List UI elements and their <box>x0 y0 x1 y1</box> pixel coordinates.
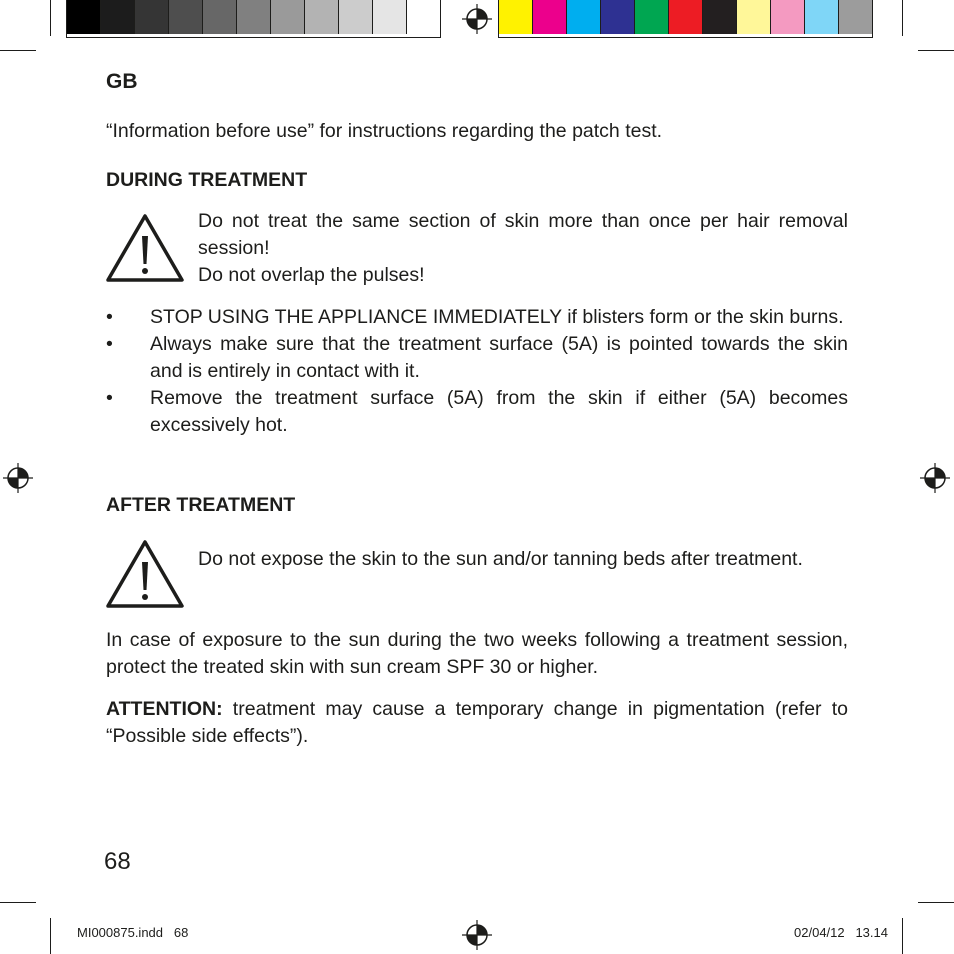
color-swatch <box>635 0 669 34</box>
color-swatch <box>305 0 339 34</box>
intro-text: “Information before use” for instructions regarding the patch test. <box>106 120 663 142</box>
color-swatch <box>703 0 737 34</box>
after-paragraph: In case of exposure to the sun during the two weeks following a treatment session, protect the treated skin with sun cream SPF 30 or higher. <box>106 629 848 678</box>
attention-label: ATTENTION: <box>106 698 223 720</box>
crop-mark <box>50 0 51 36</box>
color-swatch <box>601 0 635 34</box>
bullet-glyph: • <box>106 333 113 355</box>
color-swatch <box>237 0 271 34</box>
color-swatch <box>499 0 533 34</box>
list-item <box>106 304 848 331</box>
color-swatch <box>373 0 407 34</box>
bullet-glyph: • <box>106 306 113 328</box>
color-swatch <box>567 0 601 34</box>
warning-triangle-icon <box>104 538 186 610</box>
attention-text: treatment may cause a temporary change in pigmentation (refer to “Possible side effects”). <box>106 698 848 747</box>
color-swatch <box>737 0 771 34</box>
crop-mark <box>0 902 36 903</box>
color-swatch <box>805 0 839 34</box>
color-swatch <box>339 0 373 34</box>
color-swatch <box>67 0 101 34</box>
color-swatch <box>135 0 169 34</box>
crop-mark <box>0 50 36 51</box>
crop-mark <box>902 0 903 36</box>
crop-mark <box>902 918 903 954</box>
registration-mark-icon <box>462 920 492 950</box>
color-swatch <box>669 0 703 34</box>
slug-datetime: 02/04/12 13.14 <box>794 925 888 940</box>
page-number: 68 <box>104 848 131 875</box>
color-swatch <box>771 0 805 34</box>
registration-mark-icon <box>462 4 492 34</box>
language-code: GB <box>106 70 138 93</box>
list-item-text: Remove the treatment surface (5A) from the skin if either (5A) becomes excessively hot. <box>150 387 848 436</box>
color-swatch <box>839 0 872 34</box>
attention-note <box>106 696 848 750</box>
warning-line: Do not overlap the pulses! <box>198 264 425 286</box>
list-item <box>106 331 848 385</box>
crop-mark <box>918 50 954 51</box>
color-swatch <box>271 0 305 34</box>
list-item <box>106 385 848 439</box>
color-swatch <box>533 0 567 34</box>
crop-mark <box>50 918 51 954</box>
during-treatment-heading: DURING TREATMENT <box>106 169 308 191</box>
during-warning-text <box>198 208 848 289</box>
registration-mark-icon <box>3 463 33 493</box>
color-swatch <box>407 0 440 34</box>
grayscale-color-bar <box>66 0 441 38</box>
crop-mark <box>918 902 954 903</box>
color-swatch <box>169 0 203 34</box>
color-swatch <box>101 0 135 34</box>
process-color-bar <box>498 0 873 38</box>
color-swatch <box>203 0 237 34</box>
slug-filename: MI000875.indd 68 <box>77 925 189 940</box>
during-bullet-list <box>106 304 848 439</box>
registration-mark-icon <box>920 463 950 493</box>
after-treatment-heading: AFTER TREATMENT <box>106 494 296 516</box>
warning-triangle-icon <box>104 212 186 284</box>
after-warning-text: Do not expose the skin to the sun and/or tanning beds after treatment. <box>198 548 803 570</box>
list-item-text: Always make sure that the treatment surface (5A) is pointed towards the skin and is entirely in contact with it. <box>150 333 848 382</box>
list-item-text: STOP USING THE APPLIANCE IMMEDIATELY if blisters form or the skin burns. <box>150 306 844 328</box>
bullet-glyph: • <box>106 387 113 409</box>
warning-line: Do not treat the same section of skin more than once per hair removal session! <box>198 210 848 259</box>
